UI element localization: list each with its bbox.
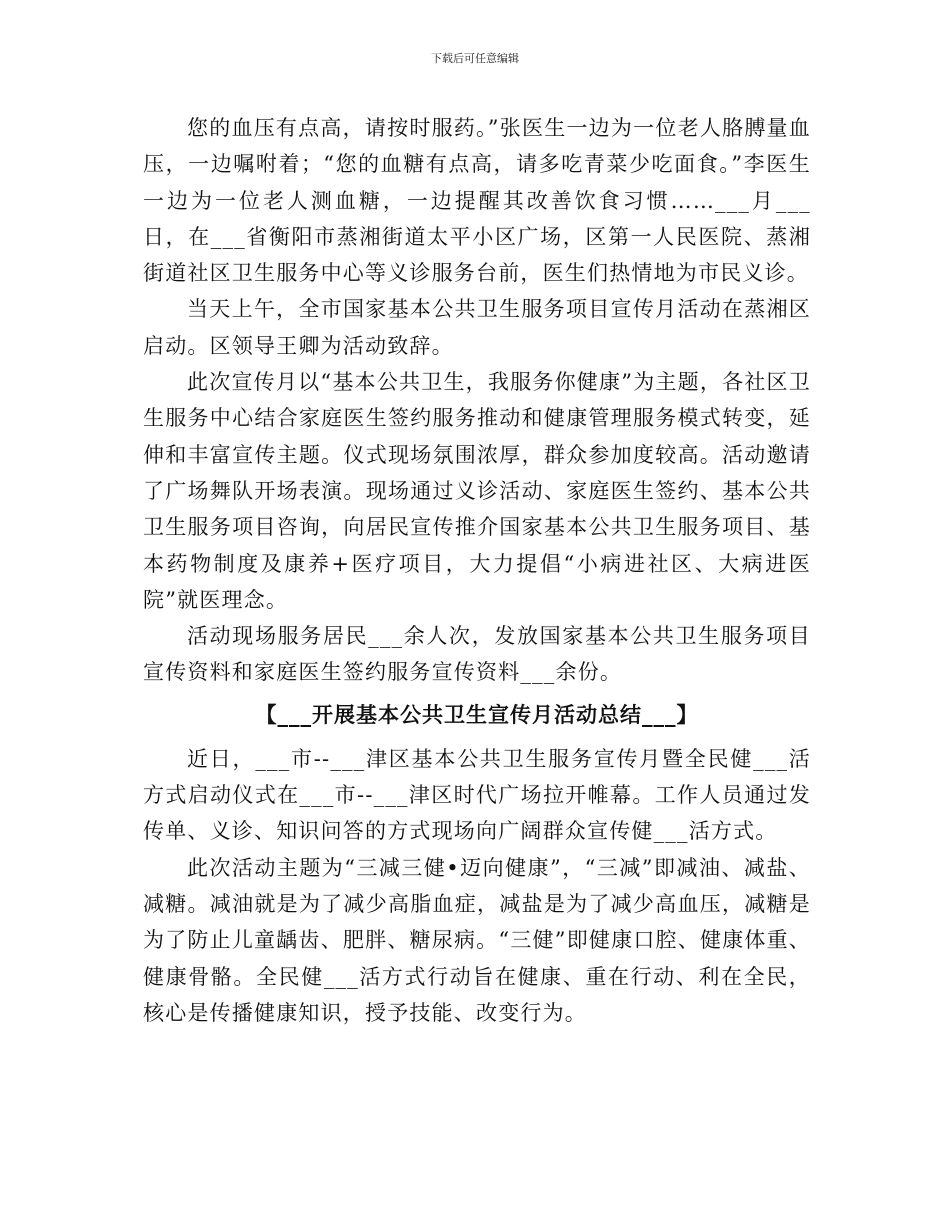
document-body (143, 110, 811, 1031)
paragraph-theme: 此次宣传月以“基本公共卫生，我服务你健康”为主题，各社区卫生服务中心结合家庭医生签约服务推动和健康管理服务模式转变，延伸和丰富宣传主题。仪式现场氛围浓厚，群众参加度较高。活动邀请了广场舞队开场表演。现场通过义诊活动、家庭医生签约、基本公共卫生服务项目咨询，向居民宣传推介国家基本公共卫生服务项目、基本药物制度及康养+医疗项目，大力提倡“小病进社区、大病进医院”就医理念。 (143, 370, 811, 612)
paragraph-three-reductions: 此次活动主题为“三减三健•迈向健康”，“三减”即减油、减盐、减糖。减油就是为了减少高脂血症，减盐是为了减少高血压，减糖是为了防止儿童龋齿、肥胖、糖尿病。“三健”即健康口腔、健康体重、健康骨骼。全民健___活方式行动旨在健康、重在行动、利在全民，核心是传播健康知识，授予技能、改变行为。 (143, 855, 811, 1025)
section-title: 【___开展基本公共卫生宣传月活动总结___】 (255, 702, 699, 727)
paragraph-results: 活动现场服务居民___余人次，发放国家基本公共卫生服务项目宣传资料和家庭医生签约服务宣传资料___余份。 (143, 624, 811, 685)
paragraph-launch: 当天上午，全市国家基本公共卫生服务项目宣传月活动在蒸湘区启动。区领导王卿为活动致辞。 (143, 297, 811, 358)
paragraph-clinic-scene: 您的血压有点高，请按时服药。”张医生一边为一位老人胳膊量血压，一边嘱咐着；“您的血糖有点高，请多吃青菜少吃面食。”李医生一边为一位老人测血糖，一边提醒其改善饮食习惯……___月___日，在___省衡阳市蒸湘街道太平小区广场，区第一人民医院、蒸湘街道社区卫生服务中心等义诊服务台前，医生们热情地为市民义诊。 (143, 116, 811, 286)
page-header: 下载后可任意编辑 (431, 52, 519, 65)
paragraph-ceremony: 近日，___市--___津区基本公共卫生服务宣传月暨全民健___活方式启动仪式在___市--___津区时代广场拉开帷幕。工作人员通过发传单、义诊、知识问答的方式现场向广阔群众宣传健___活方式。 (143, 746, 811, 844)
